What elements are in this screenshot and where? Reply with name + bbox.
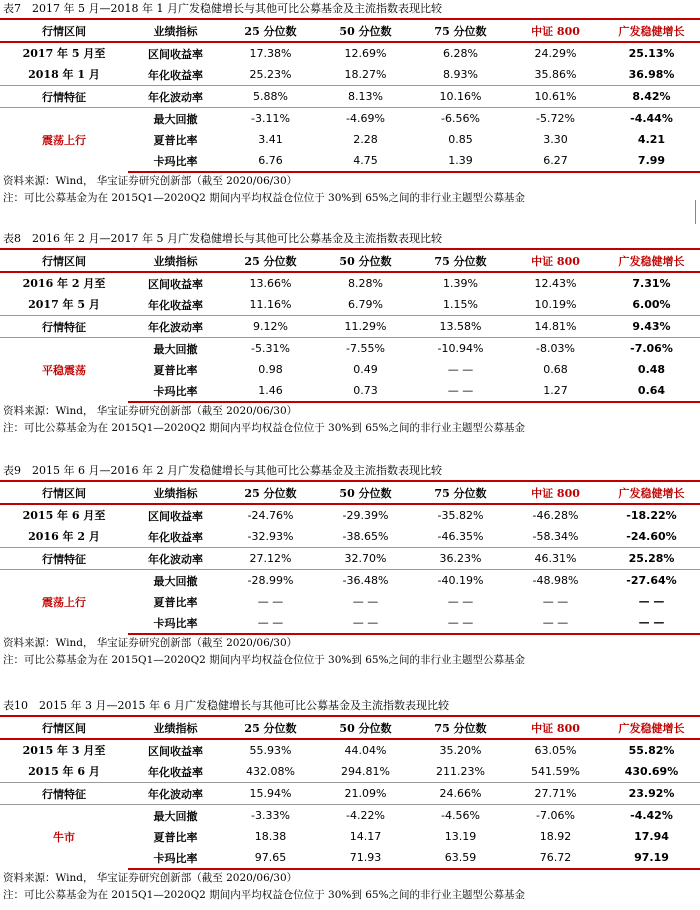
value-cell-fund: 4.21: [637, 133, 666, 146]
value-cell-q25: 6.76: [223, 150, 318, 172]
value-cell-q25: 3.41: [258, 133, 283, 146]
column-header: 行情区间: [0, 481, 128, 504]
metric-cell: 最大回撤: [128, 108, 223, 130]
value-cell-q50: 32.70%: [318, 548, 413, 570]
period-line: 2016 年 2 月至: [22, 277, 106, 290]
value-cell-csi800: 10.19%: [534, 298, 577, 311]
comparison-table: [0, 18, 700, 173]
column-header: 业绩指标: [128, 481, 223, 504]
header-row: [0, 481, 700, 504]
column-header: 75 分位数: [413, 19, 508, 42]
value-cell-csi800: 3.30: [543, 133, 568, 146]
metric-cell: 卡玛比率: [128, 612, 223, 634]
metric-cell: 卡玛比率: [128, 150, 223, 172]
table-row: [0, 316, 700, 338]
metric-cell: 夏普比率: [153, 133, 198, 147]
value-cell-q50: — —: [352, 595, 379, 608]
value-cell-csi800: 76.72: [508, 847, 603, 869]
footnote: 注：可比公募基金为在 2015Q1—2020Q2 期间内平均权益仓位位于 30%到 65%之间的非行业主题型公募基金: [3, 654, 526, 666]
value-cell-csi800: 10.61%: [508, 86, 603, 108]
value-cell-q25: 97.65: [223, 847, 318, 869]
feature-label-cell: 行情特征: [0, 783, 128, 805]
metric-cell: 区间收益率: [148, 509, 203, 523]
column-header: 75 分位数: [413, 481, 508, 504]
column-header: 广发稳健增长: [603, 249, 700, 272]
period-line: 2017 年 5 月: [28, 298, 100, 311]
feature-label-cell: 行情特征: [0, 86, 128, 108]
value-cell-fund: -4.44%: [603, 108, 700, 130]
footnote: 注：可比公募基金为在 2015Q1—2020Q2 期间内平均权益仓位位于 30%到 65%之间的非行业主题型公募基金: [3, 889, 526, 901]
table-row: [0, 272, 700, 294]
footnote: 注：可比公募基金为在 2015Q1—2020Q2 期间内平均权益仓位位于 30%到 65%之间的非行业主题型公募基金: [3, 422, 526, 434]
table-row: [0, 783, 700, 805]
table-row: [0, 805, 700, 827]
value-cell-csi800: 0.68: [543, 363, 568, 376]
value-cell-q25: -3.33%: [223, 805, 318, 827]
table-caption: 表10 2015 年 3 月—2015 年 6 月广发稳健增长与其他可比公募基金及主流指数表现比较: [3, 699, 449, 712]
value-cell-q75: 13.19: [444, 830, 477, 843]
value-cell-q50: 71.93: [318, 847, 413, 869]
value-cell-csi800: -46.28%: [532, 509, 579, 522]
value-cell-q75: 63.59: [413, 847, 508, 869]
table-row: [0, 42, 700, 64]
period-line: 2018 年 1 月: [28, 68, 100, 81]
metric-cell: 最大回撤: [128, 805, 223, 827]
column-header: 行情区间: [0, 716, 128, 739]
value-cell-q25: 13.66%: [249, 277, 292, 290]
column-header: 行情区间: [0, 249, 128, 272]
value-cell-q50: 12.69%: [344, 47, 387, 60]
value-cell-fund: 55.82%: [628, 744, 675, 757]
period-cell: [0, 739, 128, 783]
value-cell-fund: -7.06%: [603, 338, 700, 360]
value-cell-q75: 6.28%: [443, 47, 478, 60]
metric-cell: 卡玛比率: [128, 847, 223, 869]
value-cell-q25: — —: [257, 595, 284, 608]
value-cell-q25: 1.46: [223, 380, 318, 402]
comparison-table: [0, 480, 700, 635]
value-cell-q75: -10.94%: [413, 338, 508, 360]
value-cell-q25: -32.93%: [247, 530, 294, 543]
value-cell-q75: -6.56%: [413, 108, 508, 130]
value-cell-q25: 432.08%: [246, 765, 295, 778]
period-cell: [0, 272, 128, 316]
column-header: 25 分位数: [223, 716, 318, 739]
value-cell-q50: 18.27%: [344, 68, 387, 81]
source-note: 资料来源：Wind， 华宝证券研究创新部（截至 2020/06/30）: [3, 872, 298, 884]
value-cell-csi800: 541.59%: [531, 765, 580, 778]
metric-cell: 卡玛比率: [128, 380, 223, 402]
value-cell-q25: 0.98: [258, 363, 283, 376]
value-cell-q25: 55.93%: [249, 744, 292, 757]
feature-label-cell: 行情特征: [0, 316, 128, 338]
table-row: [0, 739, 700, 761]
value-cell-csi800: 46.31%: [508, 548, 603, 570]
metric-cell: 年化收益率: [148, 530, 203, 544]
column-header: 广发稳健增长: [603, 19, 700, 42]
feature-value-cell: 平稳震荡: [0, 338, 128, 403]
value-cell-fund: -24.60%: [626, 530, 677, 543]
value-cell-q50: 0.73: [318, 380, 413, 402]
value-cell-csi800: -8.03%: [508, 338, 603, 360]
metric-cell: 区间收益率: [148, 277, 203, 291]
period-line: 2017 年 5 月至: [22, 47, 106, 60]
period-line: 2015 年 6 月至: [22, 509, 106, 522]
value-cell-q50: 4.75: [318, 150, 413, 172]
value-cell-q50: -4.69%: [318, 108, 413, 130]
value-cell-fund: -27.64%: [603, 570, 700, 592]
value-cell-q75: 13.58%: [413, 316, 508, 338]
metric-cell: 夏普比率: [153, 595, 198, 609]
metric-cell: 年化波动率: [128, 86, 223, 108]
header-row: [0, 249, 700, 272]
column-header: 中证 800: [508, 249, 603, 272]
value-cell-q75: — —: [447, 363, 474, 376]
value-cell-q50: 11.29%: [318, 316, 413, 338]
value-cell-csi800: -7.06%: [508, 805, 603, 827]
value-cell-q25: 11.16%: [249, 298, 292, 311]
value-cell-csi800: 12.43%: [534, 277, 577, 290]
value-cell-q25: 27.12%: [223, 548, 318, 570]
table-caption: 表9 2015 年 6 月—2016 年 2 月广发稳健增长与其他可比公募基金及主流指数表现比较: [3, 464, 442, 477]
column-header: 中证 800: [508, 19, 603, 42]
column-header: 业绩指标: [128, 716, 223, 739]
value-cell-q75: 10.16%: [413, 86, 508, 108]
column-header: 25 分位数: [223, 249, 318, 272]
metric-cell: 区间收益率: [148, 47, 203, 61]
value-cell-fund: 7.31%: [632, 277, 671, 290]
value-cell-csi800: -58.34%: [532, 530, 579, 543]
table-block: [0, 0, 700, 207]
value-cell-q25: -28.99%: [223, 570, 318, 592]
value-cell-fund: 430.69%: [624, 765, 679, 778]
metric-cell: 最大回撤: [128, 570, 223, 592]
value-cell-q75: 1.15%: [443, 298, 478, 311]
value-cell-q50: -38.65%: [342, 530, 389, 543]
value-cell-q75: 1.39%: [443, 277, 478, 290]
value-cell-fund: — —: [638, 595, 665, 608]
value-cell-csi800: 6.27: [508, 150, 603, 172]
value-cell-q25: 15.94%: [223, 783, 318, 805]
value-cell-q50: 6.79%: [348, 298, 383, 311]
value-cell-fund: -4.42%: [603, 805, 700, 827]
source-note: 资料来源：Wind， 华宝证券研究创新部（截至 2020/06/30）: [3, 175, 298, 187]
column-header: 广发稳健增长: [603, 716, 700, 739]
period-line: 2016 年 2 月: [28, 530, 100, 543]
value-cell-fund: 8.42%: [603, 86, 700, 108]
table-row: [0, 570, 700, 592]
value-cell-fund: 0.64: [603, 380, 700, 402]
value-cell-q75: — —: [413, 612, 508, 634]
value-cell-q75: -4.56%: [413, 805, 508, 827]
value-cell-q25: -24.76%: [247, 509, 294, 522]
column-header: 25 分位数: [223, 481, 318, 504]
period-cell: [0, 42, 128, 86]
value-cell-q25: — —: [223, 612, 318, 634]
column-header: 50 分位数: [318, 481, 413, 504]
value-cell-csi800: 63.05%: [534, 744, 577, 757]
column-header: 50 分位数: [318, 19, 413, 42]
value-cell-fund: -18.22%: [626, 509, 677, 522]
column-header: 中证 800: [508, 716, 603, 739]
feature-value-cell: 震荡上行: [0, 108, 128, 173]
value-cell-fund: 36.98%: [628, 68, 675, 81]
source-note: 资料来源：Wind， 华宝证券研究创新部（截至 2020/06/30）: [3, 637, 298, 649]
value-cell-q50: 14.17: [349, 830, 382, 843]
column-header: 行情区间: [0, 19, 128, 42]
period-line: 2015 年 6 月: [28, 765, 100, 778]
value-cell-fund: 17.94: [634, 830, 669, 843]
value-cell-csi800: -48.98%: [508, 570, 603, 592]
value-cell-q75: 8.93%: [443, 68, 478, 81]
value-cell-q50: 8.28%: [348, 277, 383, 290]
column-header: 中证 800: [508, 481, 603, 504]
scrollbar-marker[interactable]: [695, 200, 700, 224]
footnote: 注：可比公募基金为在 2015Q1—2020Q2 期间内平均权益仓位位于 30%到 65%之间的非行业主题型公募基金: [3, 192, 526, 204]
value-cell-q50: 2.28: [353, 133, 378, 146]
feature-label-cell: 行情特征: [0, 548, 128, 570]
value-cell-csi800: — —: [508, 612, 603, 634]
value-cell-fund: 7.99: [603, 150, 700, 172]
value-cell-q25: 9.12%: [223, 316, 318, 338]
value-cell-q25: 18.38: [254, 830, 287, 843]
value-cell-csi800: -5.72%: [508, 108, 603, 130]
metric-cell: 年化波动率: [128, 783, 223, 805]
value-cell-q75: 211.23%: [436, 765, 485, 778]
feature-value-cell: 震荡上行: [0, 570, 128, 635]
comparison-table: [0, 248, 700, 403]
value-cell-fund: 6.00%: [632, 298, 671, 311]
value-cell-csi800: 14.81%: [508, 316, 603, 338]
feature-value-cell: 牛市: [0, 805, 128, 870]
value-cell-q25: 5.88%: [223, 86, 318, 108]
column-header: 50 分位数: [318, 249, 413, 272]
value-cell-q50: 0.49: [353, 363, 378, 376]
value-cell-q50: 294.81%: [341, 765, 390, 778]
value-cell-q75: -40.19%: [413, 570, 508, 592]
value-cell-q50: — —: [318, 612, 413, 634]
table-row: [0, 548, 700, 570]
metric-cell: 年化收益率: [148, 765, 203, 779]
column-header: 75 分位数: [413, 249, 508, 272]
table-row: [0, 504, 700, 526]
value-cell-q75: 35.20%: [439, 744, 482, 757]
value-cell-csi800: — —: [542, 595, 569, 608]
period-cell: [0, 504, 128, 548]
value-cell-q50: 21.09%: [318, 783, 413, 805]
value-cell-q25: -5.31%: [223, 338, 318, 360]
value-cell-q75: 1.39: [413, 150, 508, 172]
value-cell-fund: 25.13%: [628, 47, 675, 60]
value-cell-csi800: 24.29%: [534, 47, 577, 60]
value-cell-fund: 25.28%: [603, 548, 700, 570]
metric-cell: 年化收益率: [148, 298, 203, 312]
value-cell-q75: 24.66%: [413, 783, 508, 805]
column-header: 业绩指标: [128, 19, 223, 42]
column-header: 75 分位数: [413, 716, 508, 739]
value-cell-q50: -36.48%: [318, 570, 413, 592]
source-note: 资料来源：Wind， 华宝证券研究创新部（截至 2020/06/30）: [3, 405, 298, 417]
value-cell-csi800: 27.71%: [508, 783, 603, 805]
value-cell-q50: 44.04%: [344, 744, 387, 757]
value-cell-q75: 0.85: [448, 133, 473, 146]
table-caption: 表8 2016 年 2 月—2017 年 5 月广发稳健增长与其他可比公募基金及主流指数表现比较: [3, 232, 442, 245]
value-cell-csi800: 18.92: [539, 830, 572, 843]
value-cell-q75: -46.35%: [437, 530, 484, 543]
table-block: [0, 230, 700, 437]
value-cell-csi800: 1.27: [508, 380, 603, 402]
comparison-table: [0, 715, 700, 870]
metric-cell: 最大回撤: [128, 338, 223, 360]
metric-cell: 夏普比率: [153, 363, 198, 377]
metric-cell: 夏普比率: [153, 830, 198, 844]
value-cell-q50: -7.55%: [318, 338, 413, 360]
value-cell-q25: 25.23%: [249, 68, 292, 81]
value-cell-q75: 36.23%: [413, 548, 508, 570]
table-row: [0, 338, 700, 360]
value-cell-q75: — —: [447, 595, 474, 608]
table-caption: 表7 2017 年 5 月—2018 年 1 月广发稳健增长与其他可比公募基金及主流指数表现比较: [3, 2, 442, 15]
value-cell-q75: — —: [413, 380, 508, 402]
table-block: [0, 697, 700, 904]
value-cell-q75: -35.82%: [437, 509, 484, 522]
column-header: 50 分位数: [318, 716, 413, 739]
value-cell-csi800: 35.86%: [534, 68, 577, 81]
header-row: [0, 19, 700, 42]
value-cell-q25: -3.11%: [223, 108, 318, 130]
value-cell-q50: -4.22%: [318, 805, 413, 827]
column-header: 25 分位数: [223, 19, 318, 42]
table-block: [0, 462, 700, 669]
table-row: [0, 86, 700, 108]
value-cell-fund: 23.92%: [603, 783, 700, 805]
value-cell-fund: 97.19: [603, 847, 700, 869]
metric-cell: 年化波动率: [128, 316, 223, 338]
value-cell-fund: — —: [603, 612, 700, 634]
value-cell-q50: -29.39%: [342, 509, 389, 522]
header-row: [0, 716, 700, 739]
value-cell-fund: 0.48: [637, 363, 666, 376]
metric-cell: 年化波动率: [128, 548, 223, 570]
metric-cell: 区间收益率: [148, 744, 203, 758]
value-cell-q50: 8.13%: [318, 86, 413, 108]
table-row: [0, 108, 700, 130]
value-cell-q25: 17.38%: [249, 47, 292, 60]
value-cell-fund: 9.43%: [603, 316, 700, 338]
column-header: 广发稳健增长: [603, 481, 700, 504]
column-header: 业绩指标: [128, 249, 223, 272]
period-line: 2015 年 3 月至: [22, 744, 106, 757]
metric-cell: 年化收益率: [148, 68, 203, 82]
